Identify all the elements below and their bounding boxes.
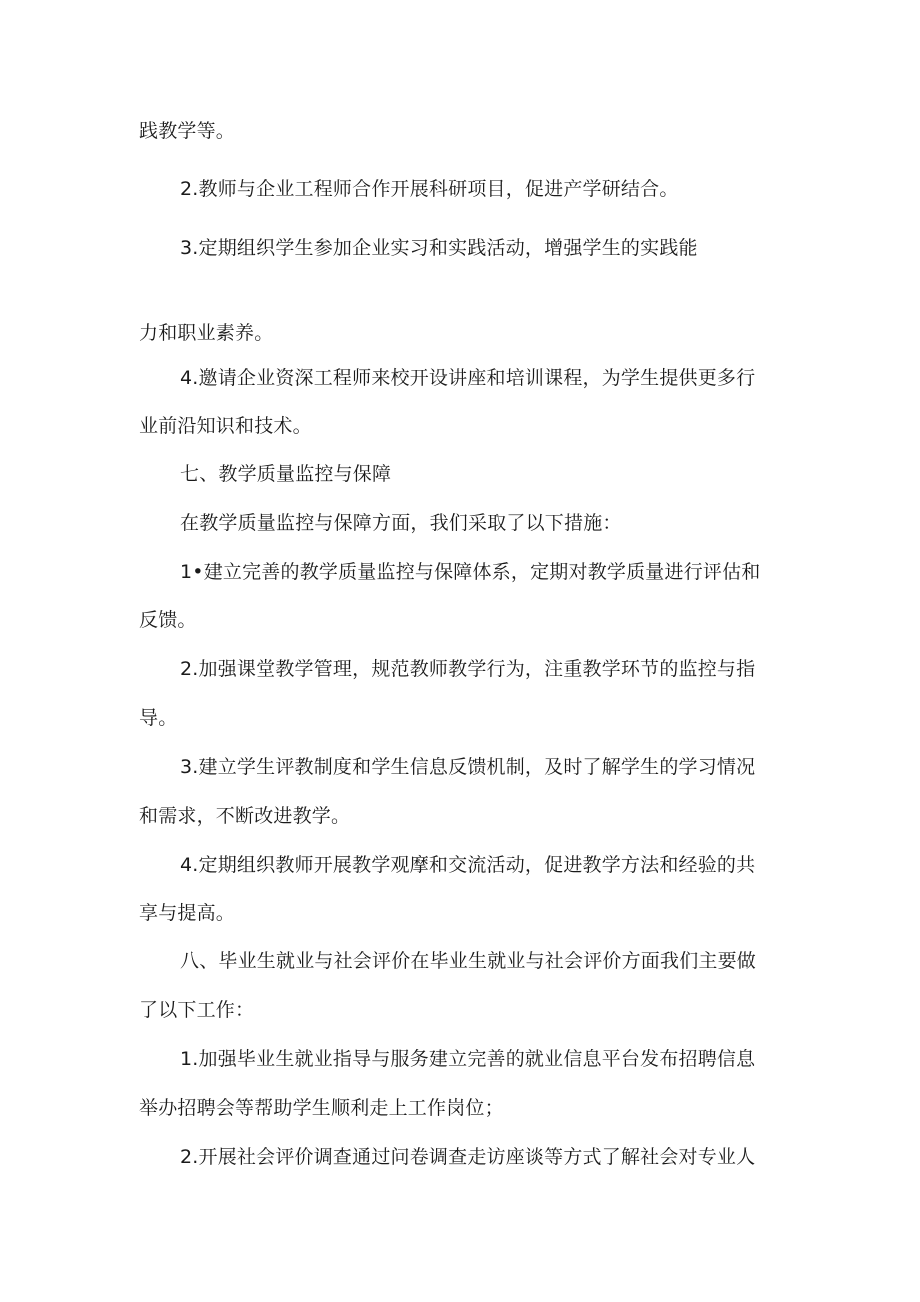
- text-line: 力和职业素养。: [139, 322, 274, 344]
- text-line: 享与提高。: [139, 902, 236, 924]
- text-line: 3.定期组织学生参加企业实习和实践活动，增强学生的实践能: [180, 237, 698, 259]
- text-line: 举办招聘会等帮助学生顺利走上工作岗位；: [139, 1097, 504, 1119]
- text-line: 和需求，不断改进教学。: [139, 805, 351, 827]
- text-line: 1.加强毕业生就业指导与服务建立完善的就业信息平台发布招聘信息: [180, 1048, 756, 1070]
- text-line: 导。: [139, 707, 178, 729]
- text-line: 在教学质量监控与保障方面，我们采取了以下措施：: [180, 512, 622, 534]
- text-line: 践教学等。: [139, 120, 236, 142]
- text-line: 2.教师与企业工程师合作开展科研项目，促进产学研结合。: [180, 178, 679, 200]
- text-line: 2.开展社会评价调查通过问卷调查走访座谈等方式了解社会对专业人: [180, 1146, 756, 1168]
- text-line: 了以下工作：: [139, 999, 255, 1021]
- text-line: 4.定期组织教师开展教学观摩和交流活动，促进教学方法和经验的共: [180, 854, 756, 876]
- section-heading: 七、教学质量监控与保障: [180, 463, 392, 485]
- text-line: 3.建立学生评教制度和学生信息反馈机制，及时了解学生的学习情况: [180, 756, 756, 778]
- section-heading: 八、毕业生就业与社会评价在毕业生就业与社会评价方面我们主要做: [180, 950, 757, 972]
- text-line: 1•建立完善的教学质量监控与保障体系，定期对教学质量进行评估和: [180, 561, 761, 583]
- text-line: 2.加强课堂教学管理，规范教师教学行为，注重教学环节的监控与指: [180, 658, 756, 680]
- text-line: 反馈。: [139, 609, 197, 631]
- text-line: 业前沿知识和技术。: [139, 415, 312, 437]
- text-line: 4.邀请企业资深工程师来校开设讲座和培训课程，为学生提供更多行: [180, 367, 756, 389]
